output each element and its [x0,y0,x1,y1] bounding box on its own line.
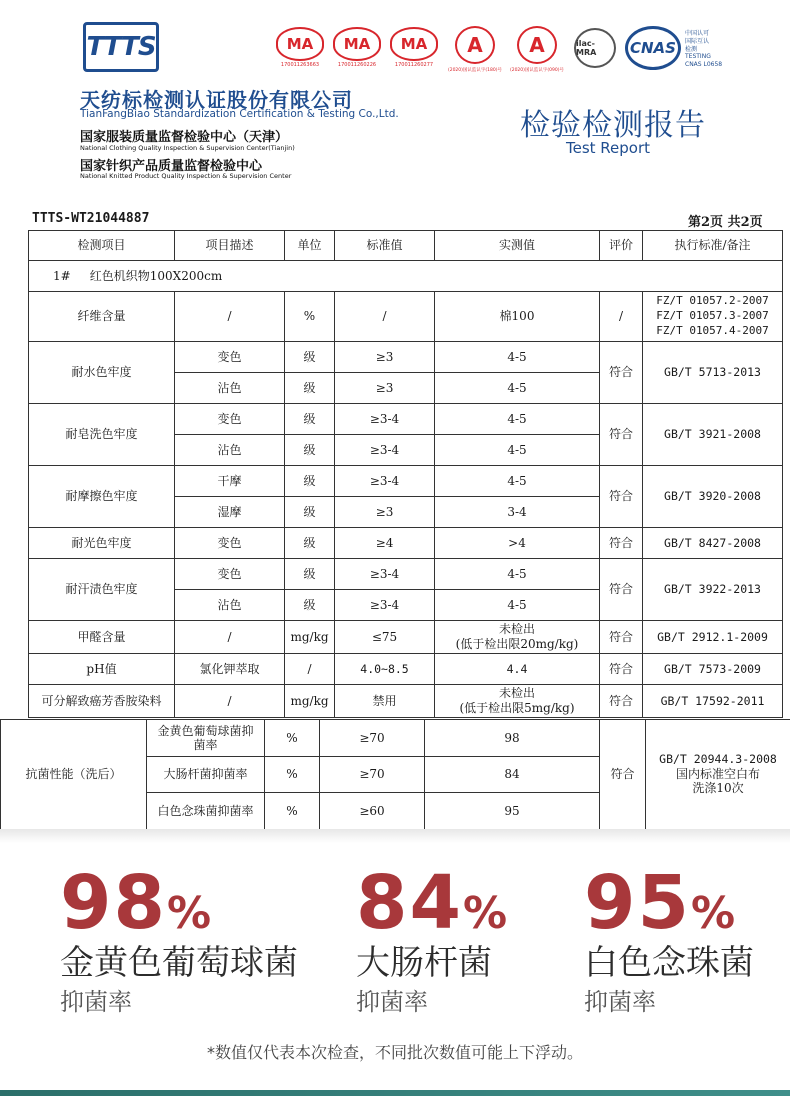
table-row [29,404,783,435]
ref-cell: GB/T 17592-2011 [643,685,783,718]
header-cell: 执行标准/备注 [643,231,783,261]
unit-cell: 级 [285,342,335,373]
antibacterial-table [0,719,790,830]
table-row [29,466,783,497]
ref-cell: GB/T 3921-2008 [643,404,783,466]
item-cell: 耐摩擦色牢度 [29,466,175,528]
value-line: 未检出 [498,686,535,700]
header-cell: 评价 [600,231,643,261]
value-cell: 95 [425,793,600,830]
stat-label-ecoli: 大肠杆菌 [356,943,492,983]
company-name-en: TianFangBiao Standardization Certification & Testing Co.,Ltd. [80,108,399,120]
table-row [29,654,783,685]
header-cell: 标准值 [335,231,435,261]
ref-line: FZ/T 01057.3-2007 [656,309,769,323]
cnas-text: CNAS L0658 [685,61,723,68]
desc-cell: 沾色 [175,435,285,466]
eval-cell: 符合 [600,621,643,654]
table-row [29,292,783,342]
ref-cell [646,720,790,830]
std-cell: 禁用 [335,685,435,718]
desc-cell: 变色 [175,559,285,590]
cal-mark-icon: A [517,26,557,64]
value-cell: 4-5 [435,435,600,466]
unit-cell: % [265,757,320,793]
desc-cell: 变色 [175,342,285,373]
ref-line: FZ/T 01057.4-2007 [656,323,769,337]
stat-sub-staph: 抑菌率 [60,988,132,1016]
desc-cell: 湿摩 [175,497,285,528]
cnas-logo-icon: CNAS [625,26,681,70]
ref-line: 国内标准空白布 [675,767,760,781]
cal-note: (2020)国认监认字(090)号 [509,68,565,73]
value-cell: 4-5 [435,342,600,373]
std-cell: ≥3 [335,373,435,404]
desc-cell: 沾色 [175,590,285,621]
cma-mark-icon: MA [390,27,438,61]
desc-cell: / [175,292,285,342]
cnas-text: 检测 [685,46,698,53]
cnas-text: 中国认可 [685,30,710,37]
value-cell: >4 [435,528,600,559]
std-cell: ≥3 [335,342,435,373]
unit-cell: % [285,292,335,342]
eval-cell: 符合 [600,342,643,404]
value-line: (低于检出限5mg/kg) [459,701,575,715]
eval-cell: 符合 [600,466,643,528]
item-cell: 甲醛含量 [29,621,175,654]
desc-cell: 氯化钾萃取 [175,654,285,685]
ttts-logo: TTTS [83,22,159,72]
ref-line: FZ/T 01057.2-2007 [656,294,769,308]
unit-cell: mg/kg [285,685,335,718]
std-cell: ≥60 [320,793,425,830]
unit-cell: / [285,654,335,685]
ref-cell: GB/T 8427-2008 [643,528,783,559]
cal-mark-icon: A [455,26,495,64]
sample-row [29,261,783,292]
ref-cell: GB/T 3920-2008 [643,466,783,528]
value-cell: 3-4 [435,497,600,528]
std-cell: ≥3-4 [335,466,435,497]
report-number: TTTS-WT21044887 [32,211,150,226]
cnas-text: 国际互认 [685,38,710,45]
value-line: (低于检出限20mg/kg) [455,637,579,651]
stat-sub-candida: 抑菌率 [584,988,656,1016]
value-cell [435,685,600,718]
std-cell: ≥3-4 [335,590,435,621]
stat-sub-ecoli: 抑菌率 [356,988,428,1016]
cnas-text: TESTING [685,53,711,60]
table-row [29,559,783,590]
desc-cell: 沾色 [175,373,285,404]
value-cell: 4-5 [435,466,600,497]
table-row [29,528,783,559]
eval-cell: 符合 [600,404,643,466]
center1-name-en: National Clothing Quality Inspection & Supervision Center(Tianjin) [80,144,295,152]
eval-cell: 符合 [600,654,643,685]
std-cell: ≥4 [335,528,435,559]
eval-cell: 符合 [600,720,646,830]
header-cell: 单位 [285,231,335,261]
item-cell: 抗菌性能（洗后） [1,720,147,830]
std-cell: ≥70 [320,720,425,757]
header-cell: 项目描述 [175,231,285,261]
desc-cell: 变色 [175,528,285,559]
item-cell: pH值 [29,654,175,685]
ref-line: GB/T 20944.3-2008 [659,752,777,767]
value-cell: 4-5 [435,404,600,435]
header-cell: 检测项目 [29,231,175,261]
item-cell: 耐水色牢度 [29,342,175,404]
value-cell: 4.4 [435,654,600,685]
center1-name-cn: 国家服装质量监督检验中心（天津） [80,130,289,145]
desc-cell: 大肠杆菌抑菌率 [147,757,265,793]
stat-value-staph: 98% [60,860,212,946]
value-cell: 98 [425,720,600,757]
eval-cell: 符合 [600,528,643,559]
value-cell: 4-5 [435,373,600,404]
cal-note: (2020)国认监认字(180)号 [447,68,503,73]
unit-cell: 级 [285,497,335,528]
stat-label-candida: 白色念珠菌 [584,943,754,983]
value-cell: 4-5 [435,590,600,621]
report-title-en: Test Report [566,139,651,157]
table-shadow [0,829,790,843]
unit-cell: 级 [285,559,335,590]
item-cell: 耐皂洗色牢度 [29,404,175,466]
unit-cell: 级 [285,466,335,497]
stat-label-staph: 金黄色葡萄球菌 [60,943,298,983]
test-results-table [28,230,783,718]
cma-number: 170011263663 [280,62,320,68]
sample-description: 1# 红色机织物100X200cm [29,261,783,292]
std-cell: ≥70 [320,757,425,793]
eval-cell: 符合 [600,559,643,621]
desc-cell: / [175,685,285,718]
std-cell: ≥3-4 [335,435,435,466]
unit-cell: mg/kg [285,621,335,654]
value-cell [435,621,600,654]
bottom-bar [0,1090,790,1096]
value-cell: 棉100 [435,292,600,342]
unit-cell: 级 [285,435,335,466]
ref-cell: GB/T 7573-2009 [643,654,783,685]
table-header-row [29,231,783,261]
desc-cell: 变色 [175,404,285,435]
unit-cell: 级 [285,528,335,559]
footnote: *数值仅代表本次检查，不同批次数值可能上下浮动。 [206,1043,583,1062]
ref-line: 洗涤10次 [692,781,744,796]
stat-value-candida: 95% [584,860,736,946]
company-name-cn: 天纺标检测认证股份有限公司 [80,88,353,112]
std-cell: ≥3 [335,497,435,528]
table-row [29,621,783,654]
unit-cell: % [265,720,320,757]
center2-name-cn: 国家针织产品质量监督检验中心 [80,159,263,174]
item-cell: 纤维含量 [29,292,175,342]
header-cell: 实测值 [435,231,600,261]
eval-cell: 符合 [600,685,643,718]
report-title-cn: 检验检测报告 [520,108,706,143]
unit-cell: 级 [285,404,335,435]
desc-cell: 白色念珠菌抑菌率 [147,793,265,830]
unit-cell: % [265,793,320,830]
value-line: 未检出 [498,622,535,636]
cma-mark-icon: MA [333,27,381,61]
cma-number: 170011260226 [337,62,377,68]
value-cell: 4-5 [435,559,600,590]
ref-cell: GB/T 2912.1-2009 [643,621,783,654]
desc-cell: 干摩 [175,466,285,497]
std-cell: ≤75 [335,621,435,654]
desc-cell: 金黄色葡萄球菌抑菌率 [147,720,265,757]
table-row [29,685,783,718]
std-cell: ≥3-4 [335,559,435,590]
ref-cell: GB/T 5713-2013 [643,342,783,404]
unit-cell: 级 [285,373,335,404]
table-row [29,342,783,373]
unit-cell: 级 [285,590,335,621]
page-number: 第2页 共2页 [688,215,763,230]
std-cell: ≥3-4 [335,404,435,435]
item-cell: 可分解致癌芳香胺染料 [29,685,175,718]
stat-value-ecoli: 84% [356,860,508,946]
cma-mark-icon: MA [276,27,324,61]
cma-number: 170011260277 [394,62,434,68]
std-cell: 4.0~8.5 [335,654,435,685]
eval-cell: / [600,292,643,342]
std-cell: / [335,292,435,342]
item-cell: 耐汗渍色牢度 [29,559,175,621]
center2-name-en: National Knitted Product Quality Inspection & Supervision Center [80,172,292,180]
ref-cell [643,292,783,342]
table-row [1,720,790,757]
ref-cell: GB/T 3922-2013 [643,559,783,621]
desc-cell: / [175,621,285,654]
item-cell: 耐光色牢度 [29,528,175,559]
ilac-mra-icon: ilac-MRA [574,28,616,68]
value-cell: 84 [425,757,600,793]
